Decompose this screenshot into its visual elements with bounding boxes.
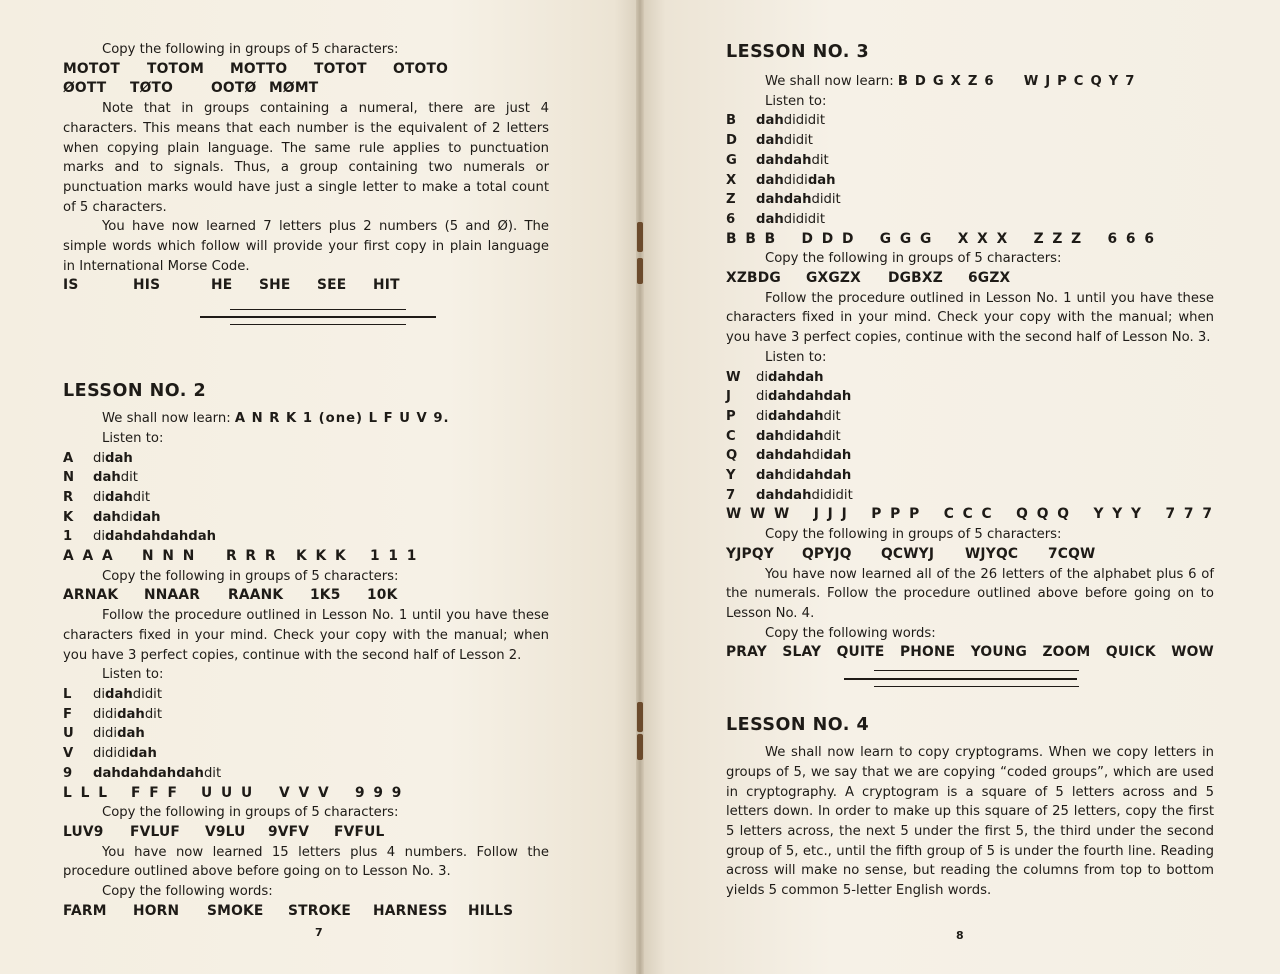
repeat-group: U U U	[201, 784, 255, 801]
morse-code: dahdahdididit	[756, 487, 853, 503]
word: PRAY	[726, 644, 767, 661]
repeat-row	[63, 547, 549, 567]
code-group: MØMT	[269, 80, 319, 97]
word: YOUNG	[970, 644, 1028, 661]
code-group: YJPQY	[726, 545, 774, 562]
morse-character: F	[63, 706, 73, 722]
word: QUICK	[1105, 644, 1156, 661]
morse-character: N	[63, 470, 75, 486]
word: QUITE	[836, 644, 885, 661]
morse-entry	[726, 190, 1214, 210]
morse-code: dahdit	[93, 470, 138, 486]
morse-code: didahdahdahdah	[93, 529, 216, 545]
morse-code: dididah	[93, 726, 145, 742]
morse-character: L	[63, 686, 72, 702]
repeat-group: 7 7 7	[1165, 506, 1214, 523]
morse-entry	[726, 466, 1214, 486]
word: HE	[211, 277, 233, 294]
morse-code: didahdit	[93, 489, 150, 505]
page-number: 7	[315, 926, 323, 939]
code-group: DGBXZ	[888, 270, 943, 287]
morse-entry	[63, 744, 549, 764]
code-group: 7CQW	[1048, 545, 1096, 562]
morse-character: P	[726, 408, 736, 424]
copy-instruction: Copy the following in groups of 5 characters:	[765, 251, 1062, 267]
word: SMOKE	[207, 902, 264, 919]
binding-gutter	[636, 0, 644, 974]
learned-paragraph: You have now learned 15 letters plus 4 numbers. Follow the procedure outlined above before going on to Lesson No. 3.	[63, 844, 549, 880]
morse-code: dahdididit	[756, 211, 826, 227]
word: HARNESS	[373, 902, 448, 919]
lesson-4-paragraph: We shall now learn to copy cryptograms. When we copy letters in groups of 5, we say that we are copying “coded groups”, which are used in cryptography. A cryptogram is a square of 5 letters across and 5 letters down. In order to make up this square of 25 letters, copy the first 5 letters across, the next 5 under the first 5, the third under the second group of 5, etc., until the fifth group of 5 is under the fourth line. Reading across will make no sense, but reading the columns from top to bottom yields 5 common 5-letter English words.	[726, 745, 1214, 899]
morse-entry	[726, 131, 1214, 151]
repeat-group: J J J	[813, 506, 849, 523]
word: HILLS	[468, 902, 514, 919]
code-group: RAANK	[228, 587, 284, 604]
repeat-group: R R R	[226, 548, 278, 565]
repeat-group: Z Z Z	[1033, 230, 1084, 247]
code-group: NNAAR	[144, 587, 201, 604]
word: HORN	[133, 902, 180, 919]
learn-line: We shall now learn: B D G X Z 6 W J P C Q Y 7	[765, 74, 1136, 89]
code-group: QPYJQ	[802, 545, 852, 562]
morse-entry	[63, 508, 549, 528]
repeat-group: 6 6 6	[1107, 230, 1156, 247]
morse-entry	[726, 210, 1214, 230]
repeat-group: P P P	[871, 506, 922, 523]
morse-character: K	[63, 509, 74, 525]
morse-entry	[63, 685, 549, 705]
morse-code: didahdidit	[93, 686, 163, 702]
morse-code: didahdahdah	[756, 389, 852, 405]
code-group: 10K	[367, 587, 398, 604]
morse-code: dididahdit	[93, 706, 163, 722]
staple	[637, 258, 643, 284]
copy-instruction: Copy the following in groups of 5 characters:	[765, 527, 1062, 543]
morse-list	[63, 685, 549, 784]
code-group-row	[726, 269, 1214, 289]
code-group-row	[726, 545, 1214, 565]
morse-entry	[726, 151, 1214, 171]
code-group-row	[63, 586, 549, 606]
listen-label: Listen to:	[765, 93, 827, 109]
word-list	[726, 643, 1214, 663]
morse-code: dahdidahdit	[756, 428, 841, 444]
word: PHONE	[899, 644, 956, 661]
learn-line: We shall now learn: A N R K 1 (one) L F U V 9.	[102, 411, 450, 427]
staple	[637, 734, 643, 760]
repeat-group: D D D	[801, 230, 856, 247]
code-group-row-2	[63, 79, 549, 99]
morse-code: dahdahdit	[756, 152, 829, 168]
morse-list	[63, 449, 549, 548]
repeat-group: 9 9 9	[355, 784, 404, 801]
morse-character: G	[726, 152, 737, 168]
code-group: TØTO	[130, 80, 174, 97]
morse-character: Y	[726, 468, 736, 484]
repeat-row	[726, 505, 1214, 525]
code-group: 6GZX	[968, 270, 1011, 287]
page-number: 8	[956, 929, 964, 942]
listen-label: Listen to:	[102, 430, 164, 446]
word: WOW	[1171, 644, 1214, 661]
code-group-row	[63, 823, 549, 843]
morse-entry	[726, 387, 1214, 407]
morse-character: A	[63, 450, 74, 466]
morse-entry	[726, 368, 1214, 388]
lesson-2-title: LESSON NO. 2	[63, 381, 207, 402]
morse-list	[726, 368, 1214, 506]
repeat-group: G G G	[879, 230, 934, 247]
section-divider	[63, 308, 549, 330]
code-group: OTOTO	[393, 60, 449, 77]
code-group: V9LU	[205, 823, 246, 840]
word: HIT	[373, 277, 400, 294]
morse-entry	[726, 427, 1214, 447]
learned-paragraph: You have now learned all of the 26 letters of the alphabet plus 6 of the numerals. Follow the procedure outlined above before going on to Lesson No. 4.	[726, 566, 1214, 621]
right-column	[726, 41, 1214, 901]
morse-code: dahdahdahdahdit	[93, 765, 222, 781]
morse-entry	[63, 449, 549, 469]
code-group: QCWYJ	[881, 545, 935, 562]
morse-character: C	[726, 428, 736, 444]
word: HIS	[133, 277, 161, 294]
repeat-group: V V V	[279, 784, 331, 801]
code-group: MOTOT	[63, 60, 121, 77]
code-group: ØOTT	[63, 80, 107, 97]
lesson-3-title: LESSON NO. 3	[726, 42, 870, 62]
code-group: GXGZX	[806, 270, 861, 287]
repeat-group: Y Y Y	[1093, 506, 1144, 523]
word: SEE	[317, 277, 347, 294]
morse-entry	[63, 764, 549, 784]
copy-words-instruction: Copy the following words:	[102, 884, 273, 900]
morse-code: dahdidah	[93, 509, 161, 525]
code-group: FVFUL	[334, 823, 385, 840]
repeat-group: X X X	[957, 230, 1010, 247]
left-column	[63, 40, 549, 921]
word-list	[63, 902, 549, 922]
word: SHE	[259, 277, 291, 294]
code-group: XZBDG	[726, 270, 781, 287]
morse-character: 1	[63, 529, 73, 545]
follow-paragraph: Follow the procedure outlined in Lesson No. 1 until you have these characters fixed in your mind. Check your copy with the manual; when you have 3 perfect copies, continue with the second half of Lesson No. 3.	[726, 290, 1214, 346]
repeat-group: Q Q Q	[1016, 506, 1071, 523]
morse-entry	[726, 111, 1214, 131]
repeat-group: A A A	[63, 548, 115, 565]
code-group: 9VFV	[268, 823, 310, 840]
repeat-group: L L L	[63, 784, 109, 801]
copy-instruction: Copy the following in groups of 5 characters:	[102, 805, 399, 821]
follow-paragraph: Follow the procedure outlined in Lesson No. 1 until you have these characters fixed in your mind. Check your copy with the manual; when you have 3 perfect copies, continue with the second half of Lesson 2.	[63, 608, 549, 663]
morse-code: didahdah	[756, 369, 824, 385]
repeat-group: B B B	[726, 230, 778, 247]
word-list	[63, 276, 549, 296]
morse-code: dahdahdidit	[756, 192, 841, 208]
staple	[637, 702, 643, 732]
morse-entry	[726, 486, 1214, 506]
word: IS	[63, 277, 79, 294]
morse-entry	[726, 446, 1214, 466]
morse-code: dahdididit	[756, 113, 826, 129]
code-group: LUV9	[63, 823, 104, 840]
morse-character: 6	[726, 211, 736, 227]
morse-character: V	[63, 746, 74, 762]
learned-paragraph: You have now learned 7 letters plus 2 numbers (5 and Ø). The simple words which follow will provide your first copy in plain language in International Morse Code.	[63, 219, 549, 274]
staple	[637, 222, 643, 252]
morse-character: 7	[726, 487, 736, 503]
morse-list	[726, 111, 1214, 229]
code-group: TOTOM	[147, 60, 205, 77]
code-group: ARNAK	[63, 587, 119, 604]
code-group: MOTTO	[230, 60, 288, 77]
listen-label: Listen to:	[102, 667, 164, 683]
word: SLAY	[782, 644, 822, 661]
morse-character: X	[726, 172, 737, 188]
code-group-row-1	[63, 60, 549, 80]
morse-character: U	[63, 726, 74, 742]
morse-character: J	[726, 389, 731, 405]
morse-character: R	[63, 489, 74, 505]
morse-code: didididah	[93, 746, 157, 762]
code-group: OOTØ	[211, 80, 257, 97]
morse-code: didah	[93, 450, 133, 466]
morse-entry	[63, 527, 549, 547]
morse-character: Q	[726, 448, 738, 464]
morse-code: dahdidit	[756, 133, 813, 149]
morse-entry	[63, 468, 549, 488]
word: FARM	[63, 902, 107, 919]
repeat-group: K K K	[296, 548, 348, 565]
morse-entry	[726, 171, 1214, 191]
morse-code: dahdahdidah	[756, 448, 852, 464]
repeat-group: C C C	[943, 506, 994, 523]
morse-code: dahdidahdah	[756, 468, 852, 484]
morse-character: Z	[726, 192, 736, 208]
repeat-row	[63, 784, 549, 804]
copy-words-instruction: Copy the following words:	[765, 625, 936, 641]
listen-label: Listen to:	[765, 349, 827, 365]
code-group: TOTOT	[314, 60, 367, 77]
repeat-group: N N N	[142, 548, 197, 565]
repeat-group: 1 1 1	[370, 548, 419, 565]
intro-copy-instruction: Copy the following in groups of 5 characters:	[102, 42, 399, 57]
repeat-row	[726, 230, 1214, 250]
morse-code: didahdahdit	[756, 408, 841, 424]
morse-code: dahdididah	[756, 172, 836, 188]
morse-entry	[726, 407, 1214, 427]
word: ZOOM	[1042, 644, 1091, 661]
code-group: 1K5	[310, 587, 341, 604]
morse-entry	[63, 724, 549, 744]
note-paragraph: Note that in groups containing a numeral, there are just 4 characters. This means that each number is the equivalent of 2 letters when copying plain language. The same rule applies to punctuation marks and to signals. Thus, a group containing two numerals or punctuation marks would have just a single letter to make a total count of 5 characters.	[63, 101, 549, 215]
code-group: FVLUF	[130, 823, 181, 840]
morse-character: B	[726, 113, 737, 129]
morse-character: 9	[63, 765, 73, 781]
morse-entry	[63, 705, 549, 725]
lesson-4-title: LESSON NO. 4	[726, 715, 870, 736]
morse-character: D	[726, 133, 737, 149]
section-divider	[726, 669, 1214, 691]
code-group: WJYQC	[965, 545, 1019, 562]
repeat-group: F F F	[131, 784, 179, 801]
page-8	[640, 0, 1280, 974]
morse-character: W	[726, 369, 741, 385]
morse-entry	[63, 488, 549, 508]
copy-instruction: Copy the following in groups of 5 characters:	[102, 568, 399, 584]
repeat-group: W W W	[726, 506, 792, 523]
word: STROKE	[288, 902, 352, 919]
